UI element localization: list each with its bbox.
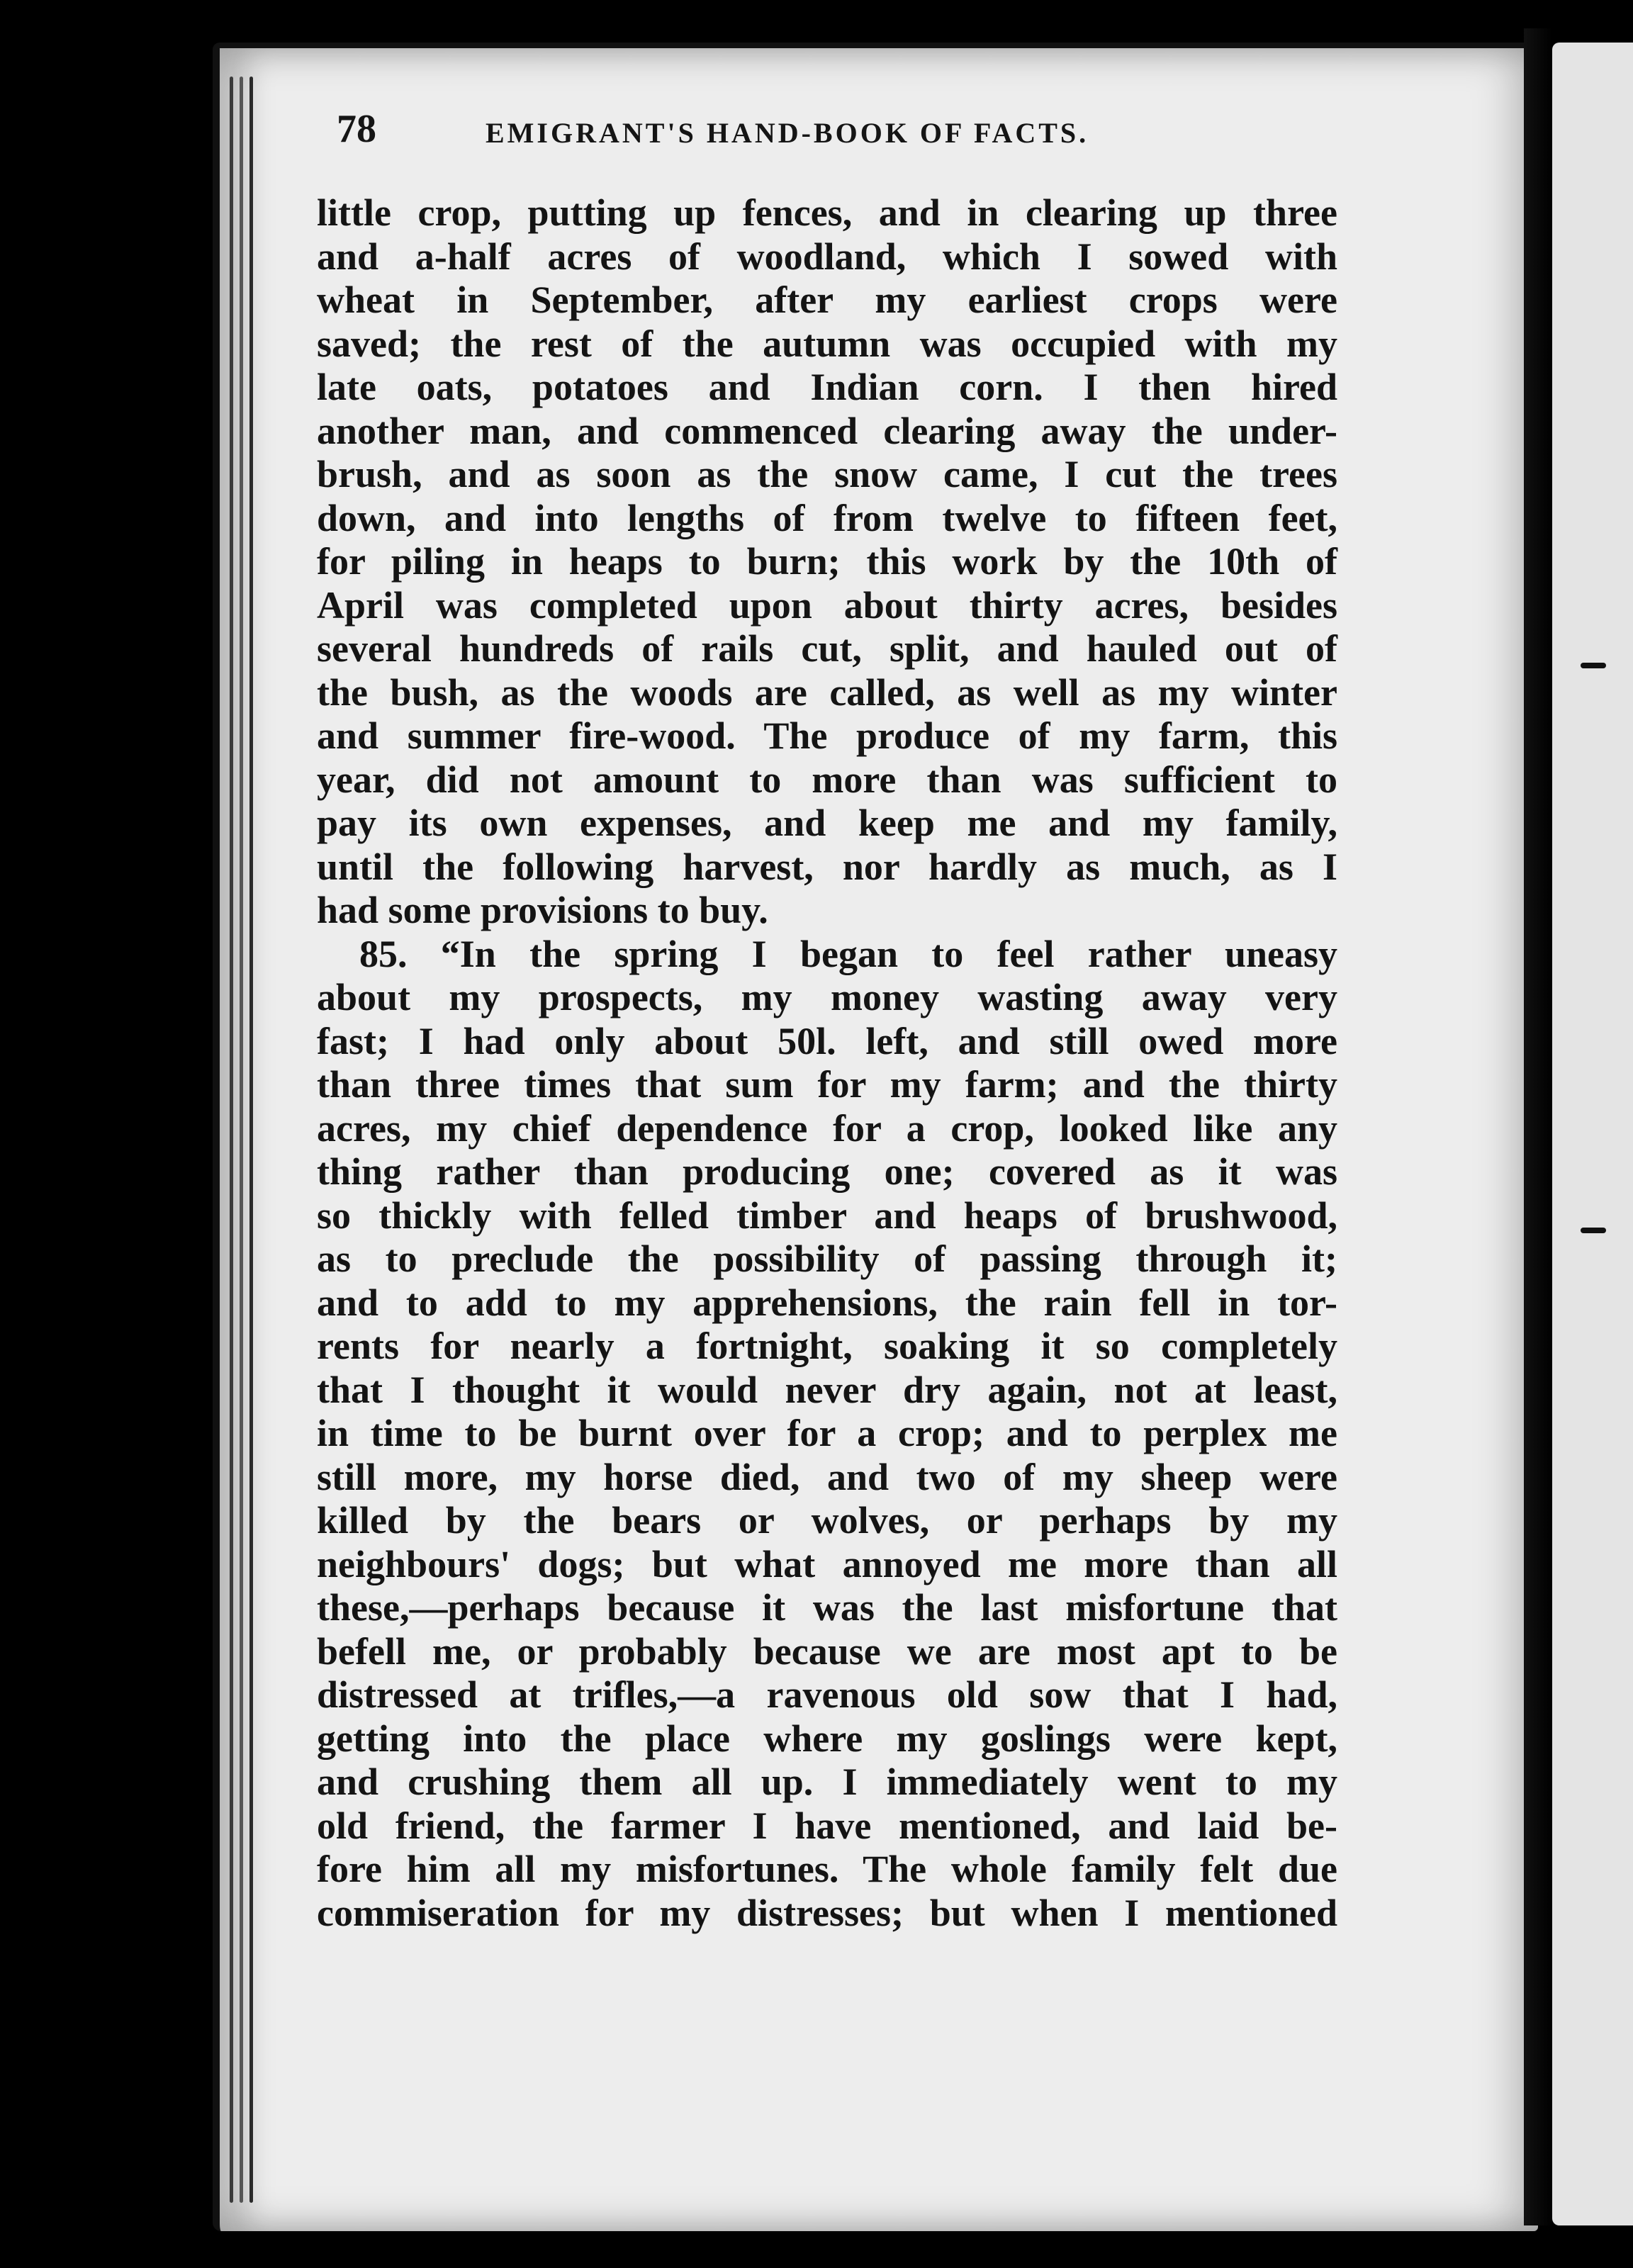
- gutter-shadow: [1524, 28, 1552, 2225]
- text-line: these,—perhaps because it was the last misfortune that: [317, 1586, 1337, 1629]
- text-line: and crushing them all up. I immediately went to my: [317, 1761, 1337, 1803]
- text-line: for piling in heaps to burn; this work by the 10th of: [317, 540, 1337, 583]
- text-line: until the following harvest, nor hardly as much, as I: [317, 845, 1337, 888]
- text-line: as to preclude the possibility of passing through it;: [317, 1237, 1337, 1280]
- text-line: befell me, or probably because we are most apt to be: [317, 1629, 1337, 1673]
- text-line: late oats, potatoes and Indian corn. I then hired: [317, 366, 1337, 408]
- facing-page-mark: [1581, 1228, 1606, 1233]
- text-line: fore him all my misfortunes. The whole family felt due: [317, 1848, 1337, 1890]
- text-line: April was completed upon about thirty acres, besides: [317, 583, 1337, 627]
- text-line: brush, and as soon as the snow came, I cut the trees: [317, 453, 1337, 495]
- text-line: old friend, the farmer I have mentioned, and laid be-: [317, 1804, 1337, 1847]
- text-line: several hundreds of rails cut, split, and hauled out of: [317, 627, 1337, 670]
- text-line: another man, and commenced clearing away the under-: [317, 409, 1337, 452]
- page-edge-line: [249, 77, 253, 2203]
- text-line: than three times that sum for my farm; and the thirty: [317, 1063, 1337, 1106]
- text-line: in time to be burnt over for a crop; and to perplex me: [317, 1412, 1337, 1454]
- text-line: neighbours' dogs; but what annoyed me more than all: [317, 1542, 1337, 1585]
- text-line: down, and into lengths of from twelve to fifteen feet,: [317, 496, 1337, 539]
- page-number: 78: [337, 107, 376, 151]
- facing-page-mark: [1581, 663, 1606, 668]
- text-line: that I thought it would never dry again, not at least,: [317, 1368, 1337, 1411]
- text-line: had some provisions to buy.: [317, 889, 768, 931]
- text-line: killed by the bears or wolves, or perhaps by my: [317, 1499, 1337, 1542]
- text-line: wheat in September, after my earliest crops were: [317, 279, 1337, 321]
- paragraph-first-line: 85. “In the spring I began to feel rather uneasy: [359, 932, 1337, 975]
- page-edge-line: [240, 77, 243, 2203]
- text-line: saved; the rest of the autumn was occupied with my: [317, 322, 1337, 365]
- text-line: about my prospects, my money wasting away very: [317, 976, 1337, 1018]
- text-line: acres, my chief dependence for a crop, looked like any: [317, 1106, 1337, 1150]
- text-line: and a-half acres of woodland, which I sowed with: [317, 235, 1337, 278]
- text-line: so thickly with felled timber and heaps of brushwood,: [317, 1194, 1337, 1237]
- text-line: and summer fire-wood. The produce of my farm, this: [317, 714, 1337, 757]
- text-line: thing rather than producing one; covered as it was: [317, 1150, 1337, 1193]
- facing-page-edge: [1552, 43, 1633, 2225]
- text-line: little crop, putting up fences, and in clearing up three: [317, 191, 1337, 234]
- text-line: commiseration for my distresses; but when I mentioned: [317, 1891, 1337, 1934]
- body-text: [317, 191, 1337, 1935]
- text-line: year, did not amount to more than was sufficient to: [317, 758, 1337, 801]
- text-line: rents for nearly a fortnight, soaking it so completely: [317, 1325, 1337, 1367]
- text-line: getting into the place where my goslings were kept,: [317, 1717, 1337, 1760]
- text-line: pay its own expenses, and keep me and my family,: [317, 802, 1337, 844]
- text-line: distressed at trifles,—a ravenous old sow that I had,: [317, 1673, 1337, 1716]
- text-line: still more, my horse died, and two of my sheep were: [317, 1455, 1337, 1498]
- page-edge-line: [230, 77, 233, 2203]
- running-head: EMIGRANT'S HAND-BOOK OF FACTS.: [486, 117, 1089, 149]
- text-line: and to add to my apprehensions, the rain fell in tor-: [317, 1281, 1337, 1324]
- page-header: [337, 106, 1329, 170]
- text-line: the bush, as the woods are called, as well as my winter: [317, 670, 1337, 714]
- text-line: fast; I had only about 50l. left, and still owed more: [317, 1019, 1337, 1062]
